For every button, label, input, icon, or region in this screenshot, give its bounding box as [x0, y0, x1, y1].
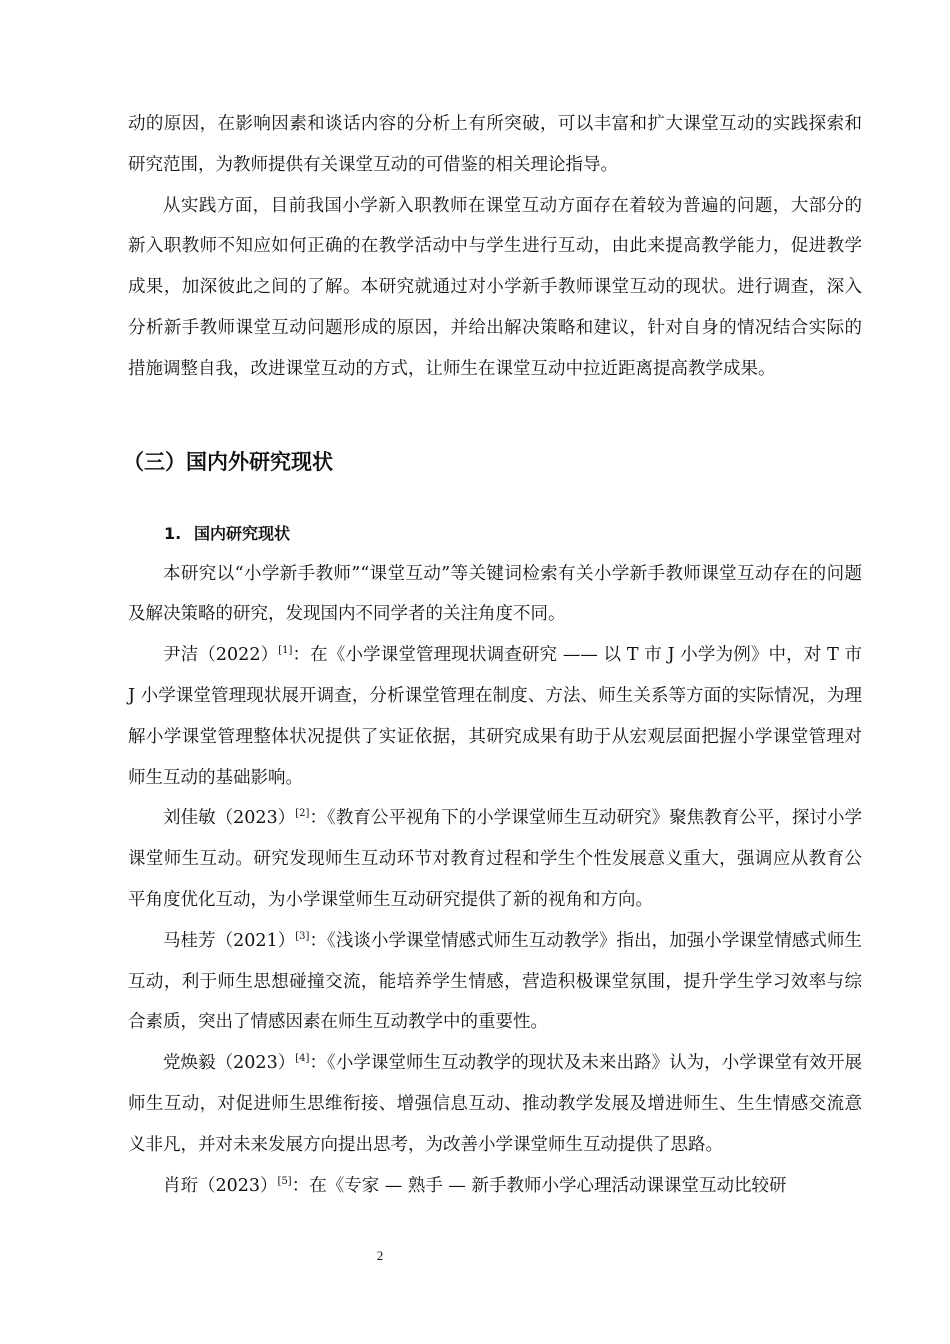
ref-text: ：在《小学课堂管理现状调查研究 —— 以 T 市 J 小学为例》中，对 T 市 J 小学课堂管理现状展开调查，分析课堂管理在制度、方法、师生关系等方面的实际情况，为理解小学课堂管理整体状况提供了实证依据，其研究成果有助于从宏观层面把握小学课堂管理对师生互动的基础影响。 [128, 645, 862, 788]
reference-paragraph [128, 921, 862, 1043]
citation-mark: [1] [278, 645, 293, 657]
page-number: 2 [376, 1248, 384, 1263]
ref-author: 刘佳敏（2023） [163, 808, 296, 829]
reference-paragraph [128, 635, 862, 798]
citation-mark: [4] [295, 1053, 310, 1065]
subsection-heading [164, 514, 862, 554]
intro-paragraph: 本研究以“小学新手教师”“课堂互动”等关键词检索有关小学新手教师课堂互动存在的问题及解决策略的研究，发现国内不同学者的关注角度不同。 [128, 563, 862, 625]
reference-paragraph [128, 1043, 862, 1165]
ref-author: 马桂芳（2021） [163, 930, 296, 951]
citation-mark: [5] [277, 1175, 292, 1187]
reference-paragraph [128, 798, 862, 920]
ref-author: 党焕毅（2023） [163, 1053, 296, 1074]
paragraph-practice: 从实践方面，目前我国小学新入职教师在课堂互动方面存在着较为普遍的问题，大部分的新入职教师不知应如何正确的在教学活动中与学生进行互动，由此来提高教学能力，促进教学成果，加深彼此之间的了解。本研究就通过对小学新手教师课堂互动的现状。进行调查，深入分析新手教师课堂互动问题形成的原因，并给出解决策略和建议，针对自身的情况结合实际的措施调整自我，改进课堂互动的方式，让师生在课堂互动中拉近距离提高教学成果。 [128, 195, 862, 379]
ref-text: ：《小学课堂师生互动教学的现状及未来出路》认为，小学课堂有效开展师生互动，对促进师生思维衔接、增强信息互动、推动教学发展及增进师生、生生情感交流意义非凡，并对未来发展方向提出思考，为改善小学课堂师生互动提供了思路。 [128, 1053, 862, 1155]
ref-text: ：在《专家 — 熟手 — 新手教师小学心理活动课课堂互动比较研 [291, 1175, 787, 1196]
subsection-title: 国内研究现状 [194, 523, 291, 543]
ref-author: 尹洁（2022） [163, 645, 279, 666]
citation-mark: [2] [295, 808, 310, 820]
ref-author: 肖珩（2023） [163, 1175, 278, 1196]
reference-paragraph [128, 1166, 862, 1207]
ref-text: ：《浅谈小学课堂情感式师生互动教学》指出，加强小学课堂情感式师生互动，利于师生思想碰撞交流，能培养学生情感，营造积极课堂氛围，提升学生学习效率与综合素质，突出了情感因素在师生互动教学中的重要性。 [128, 930, 862, 1033]
page-body [123, 104, 862, 1206]
ref-text: ：《教育公平视角下的小学课堂师生互动研究》聚焦教育公平，探讨小学课堂师生互动。研究发现师生互动环节对教育过程和学生个性发展意义重大，强调应从教育公平角度优化互动，为小学课堂师生互动研究提供了新的视角和方向。 [128, 808, 862, 910]
subsection-number: 1. [164, 523, 182, 543]
section-heading: （三）国内外研究现状 [123, 449, 333, 474]
citation-mark: [3] [295, 930, 310, 942]
paragraph-continuation: 动的原因，在影响因素和谈话内容的分析上有所突破，可以丰富和扩大课堂互动的实践探索和研究范围，为教师提供有关课堂互动的可借鉴的相关理论指导。 [128, 114, 862, 175]
